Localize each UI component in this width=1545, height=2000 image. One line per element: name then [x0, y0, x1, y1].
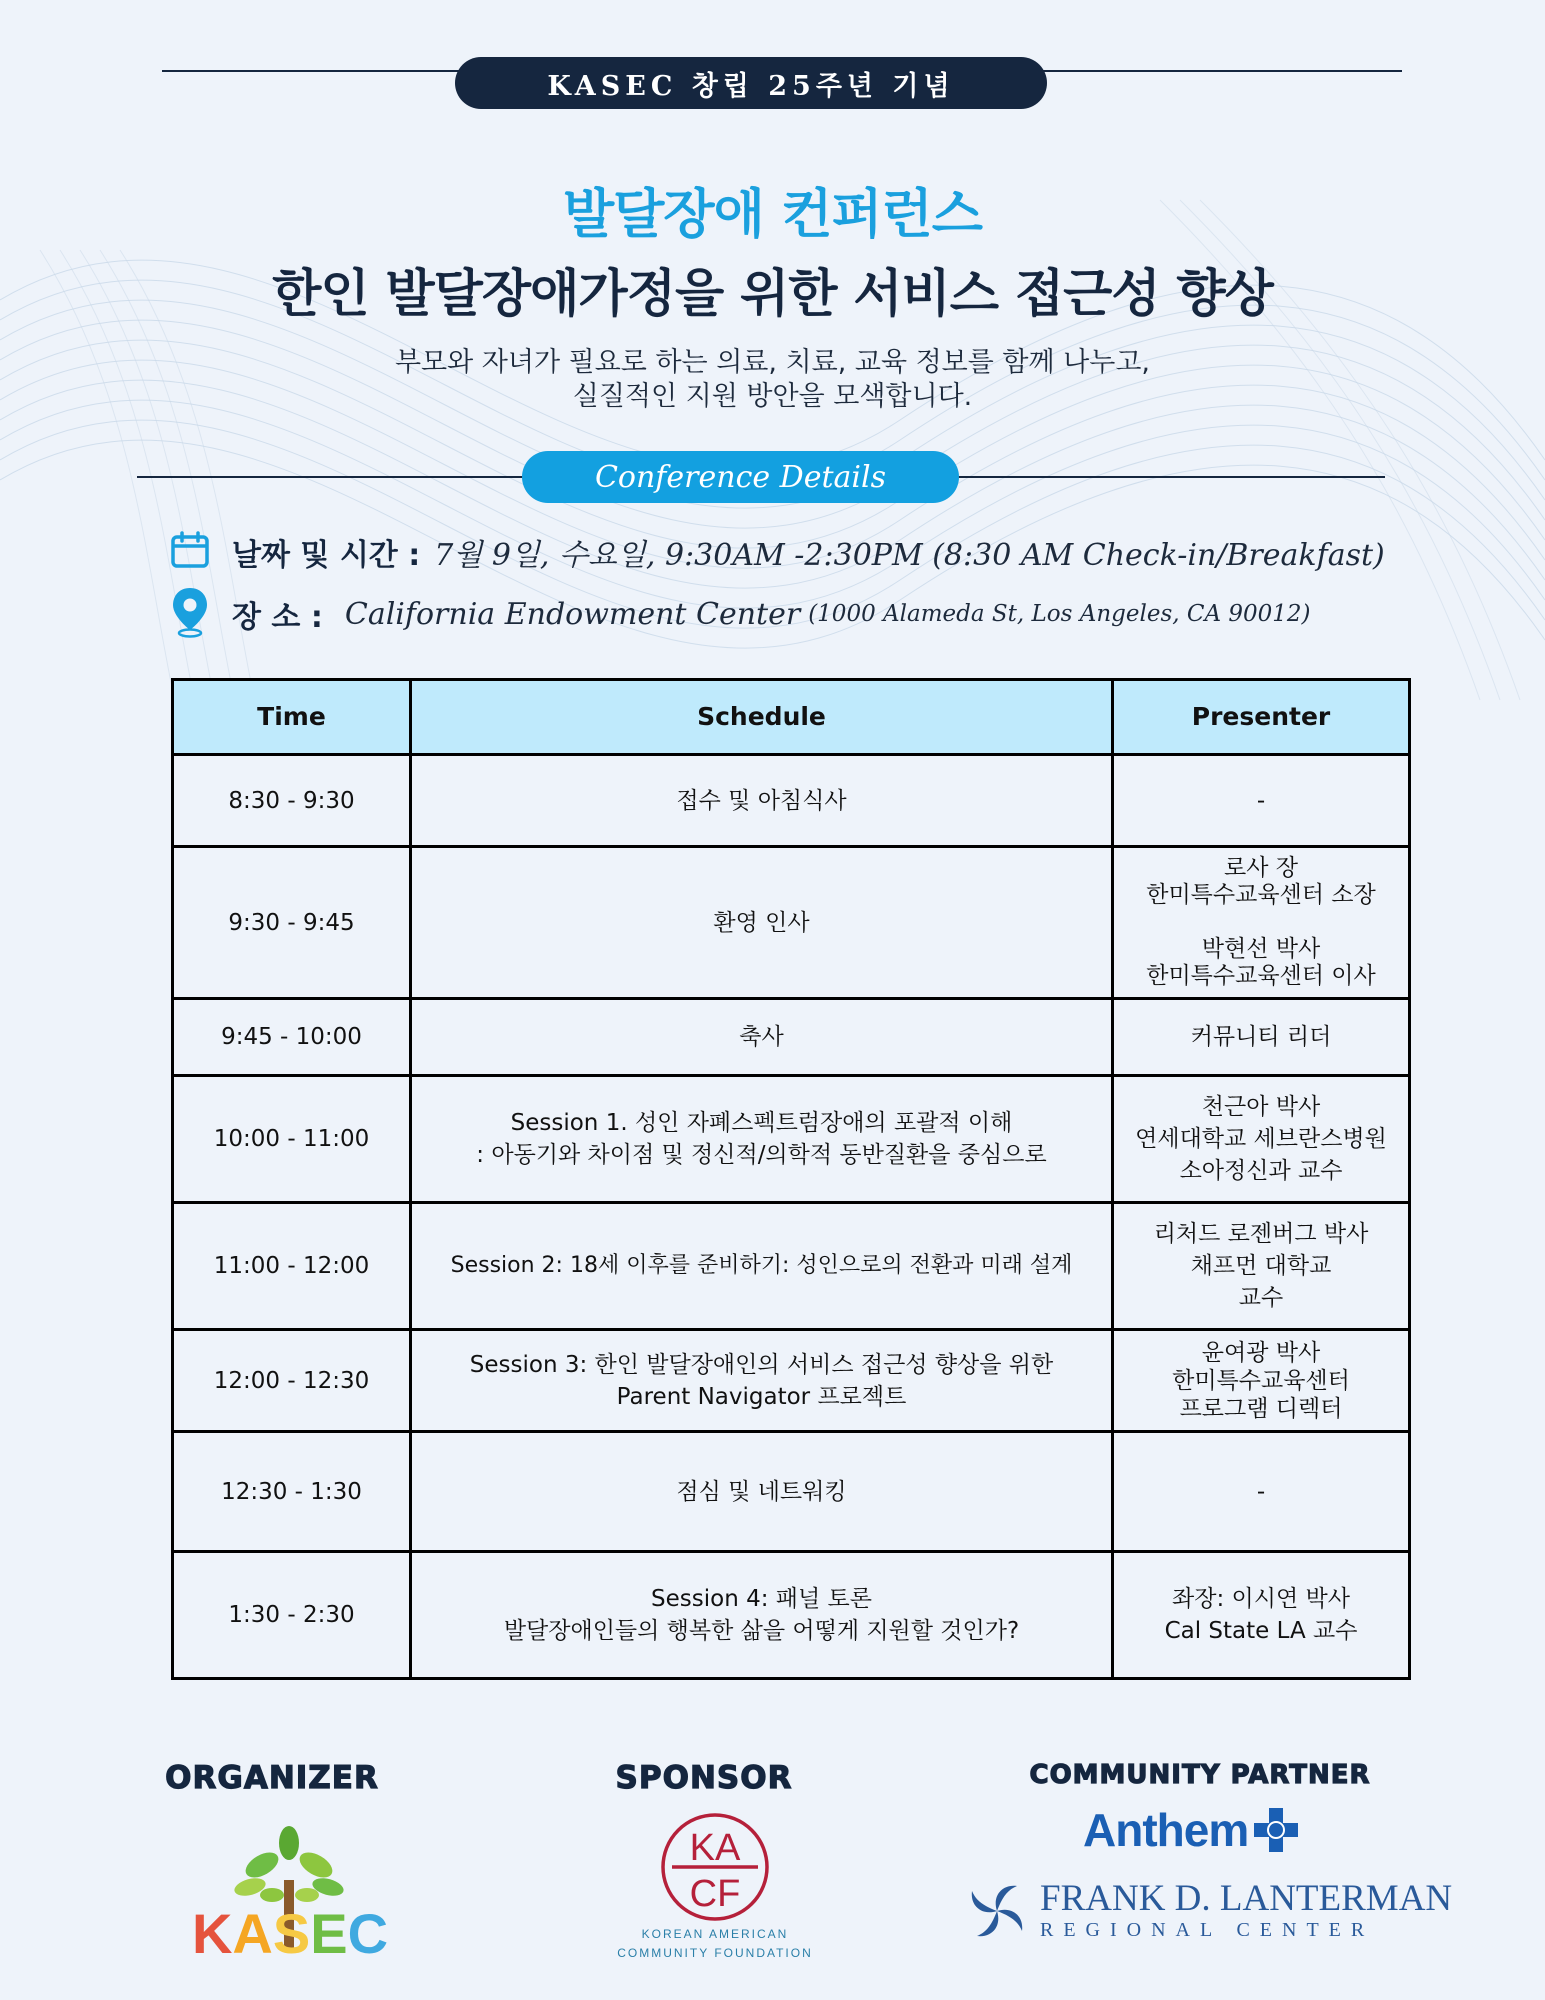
main-title: 한인 발달장애가정을 위한 서비스 접근성 향상	[272, 265, 1273, 324]
conference-details-badge: Conference Details	[522, 451, 959, 503]
lanterman-name: FRANK D. LANTERMAN	[1040, 1878, 1453, 1919]
presenter-cell: 좌장: 이시연 박사 Cal State LA 교수	[1113, 1552, 1410, 1679]
svg-text:CF: CF	[689, 1873, 741, 1915]
column-header-schedule: Schedule	[411, 680, 1113, 755]
lanterman-subtitle: REGIONAL CENTER	[1040, 1919, 1375, 1941]
time-cell: 10:00 - 11:00	[173, 1076, 411, 1203]
presenter-cell: -	[1113, 755, 1410, 847]
venue-address: (1000 Alameda St, Los Angeles, CA 90012)	[808, 601, 1311, 627]
schedule-cell: 환영 인사	[411, 847, 1113, 999]
presenter-cell: 리처드 로젠버그 박사 채프먼 대학교 교수	[1113, 1203, 1410, 1330]
table-row	[173, 1330, 1410, 1432]
time-cell: 8:30 - 9:30	[173, 755, 411, 847]
date-value: 7월 9일, 수요일, 9:30AM -2:30PM (8:30 AM Check-in/Breakfast)	[434, 538, 1385, 573]
table-row	[173, 999, 1410, 1076]
location-pin-icon	[170, 586, 210, 642]
table-row	[173, 847, 1410, 999]
svg-text:COMMUNITY FOUNDATION: COMMUNITY FOUNDATION	[617, 1946, 813, 1960]
table-header-row	[173, 680, 1410, 755]
kacf-logo	[610, 1812, 820, 1972]
schedule-cell: 접수 및 아침식사	[411, 755, 1113, 847]
time-cell: 11:00 - 12:00	[173, 1203, 411, 1330]
venue-row	[170, 586, 1311, 642]
table-row	[173, 1432, 1410, 1552]
top-rule-left	[162, 70, 462, 72]
intro-line-2: 실질적인 지원 방안을 모색합니다.	[572, 381, 973, 412]
kasec-logo-text: KASEC	[191, 1902, 389, 1960]
time-cell: 12:30 - 1:30	[173, 1432, 411, 1552]
presenter-cell: 커뮤니티 리더	[1113, 999, 1410, 1076]
time-cell: 1:30 - 2:30	[173, 1552, 411, 1679]
anthem-logo	[1083, 1803, 1300, 1857]
venue-name: California Endowment Center	[344, 596, 801, 632]
top-rule-right	[1040, 70, 1402, 72]
sponsor-heading: SPONSOR	[615, 1760, 793, 1796]
conference-title: 발달장애 컨퍼런스	[562, 184, 983, 245]
community-partner-heading: COMMUNITY PARTNER	[1029, 1760, 1371, 1790]
presenter-cell: -	[1113, 1432, 1410, 1552]
blue-cross-icon	[1252, 1806, 1300, 1854]
details-rule-right	[955, 476, 1385, 478]
swirl-icon	[962, 1876, 1032, 1946]
schedule-cell: Session 1. 성인 자폐스펙트럼장애의 포괄적 이해 : 아동기와 차이점 및 정신적/의학적 동반질환을 중심으로	[411, 1076, 1113, 1203]
intro-text	[0, 346, 1545, 414]
kasec-logo	[180, 1825, 400, 1960]
table-row	[173, 1076, 1410, 1203]
schedule-cell: Session 3: 한인 발달장애인의 서비스 접근성 향상을 위한 Parent Navigator 프로젝트	[411, 1330, 1113, 1432]
presenter-cell: 천근아 박사 연세대학교 세브란스병원 소아정신과 교수	[1113, 1076, 1410, 1203]
svg-text:KA: KA	[689, 1827, 741, 1869]
lanterman-logo	[962, 1876, 1452, 1946]
date-label: 날짜 및 시간 :	[232, 538, 421, 573]
presenter-cell: 윤여광 박사 한미특수교육센터 프로그램 디렉터	[1113, 1330, 1410, 1432]
schedule-cell: 점심 및 네트워킹	[411, 1432, 1113, 1552]
column-header-presenter: Presenter	[1113, 680, 1410, 755]
time-cell: 12:00 - 12:30	[173, 1330, 411, 1432]
schedule-cell: 축사	[411, 999, 1113, 1076]
table-row	[173, 1203, 1410, 1330]
date-row	[170, 530, 1385, 574]
anniversary-badge: KASEC 창립 25주년 기념	[455, 57, 1047, 109]
schedule-cell: Session 4: 패널 토론 발달장애인들의 행복한 삶을 어떻게 지원할 것인가?	[411, 1552, 1113, 1679]
table-row	[173, 755, 1410, 847]
presenter-cell: 로사 장 한미특수교육센터 소장 박현선 박사 한미특수교육센터 이사	[1113, 847, 1410, 999]
venue-label: 장 소 :	[232, 600, 323, 635]
details-rule-left	[137, 476, 527, 478]
intro-line-1: 부모와 자녀가 필요로 하는 의료, 치료, 교육 정보를 함께 나누고,	[394, 347, 1151, 378]
time-cell: 9:30 - 9:45	[173, 847, 411, 999]
organizer-heading: ORGANIZER	[165, 1760, 379, 1796]
time-cell: 9:45 - 10:00	[173, 999, 411, 1076]
schedule-table	[171, 678, 1411, 1680]
svg-text:KOREAN AMERICAN: KOREAN AMERICAN	[641, 1927, 789, 1941]
calendar-icon	[170, 530, 210, 574]
table-row	[173, 1552, 1410, 1679]
column-header-time: Time	[173, 680, 411, 755]
schedule-cell: Session 2: 18세 이후를 준비하기: 성인으로의 전환과 미래 설계	[411, 1203, 1113, 1330]
anthem-logo-text: Anthem	[1083, 1804, 1249, 1856]
